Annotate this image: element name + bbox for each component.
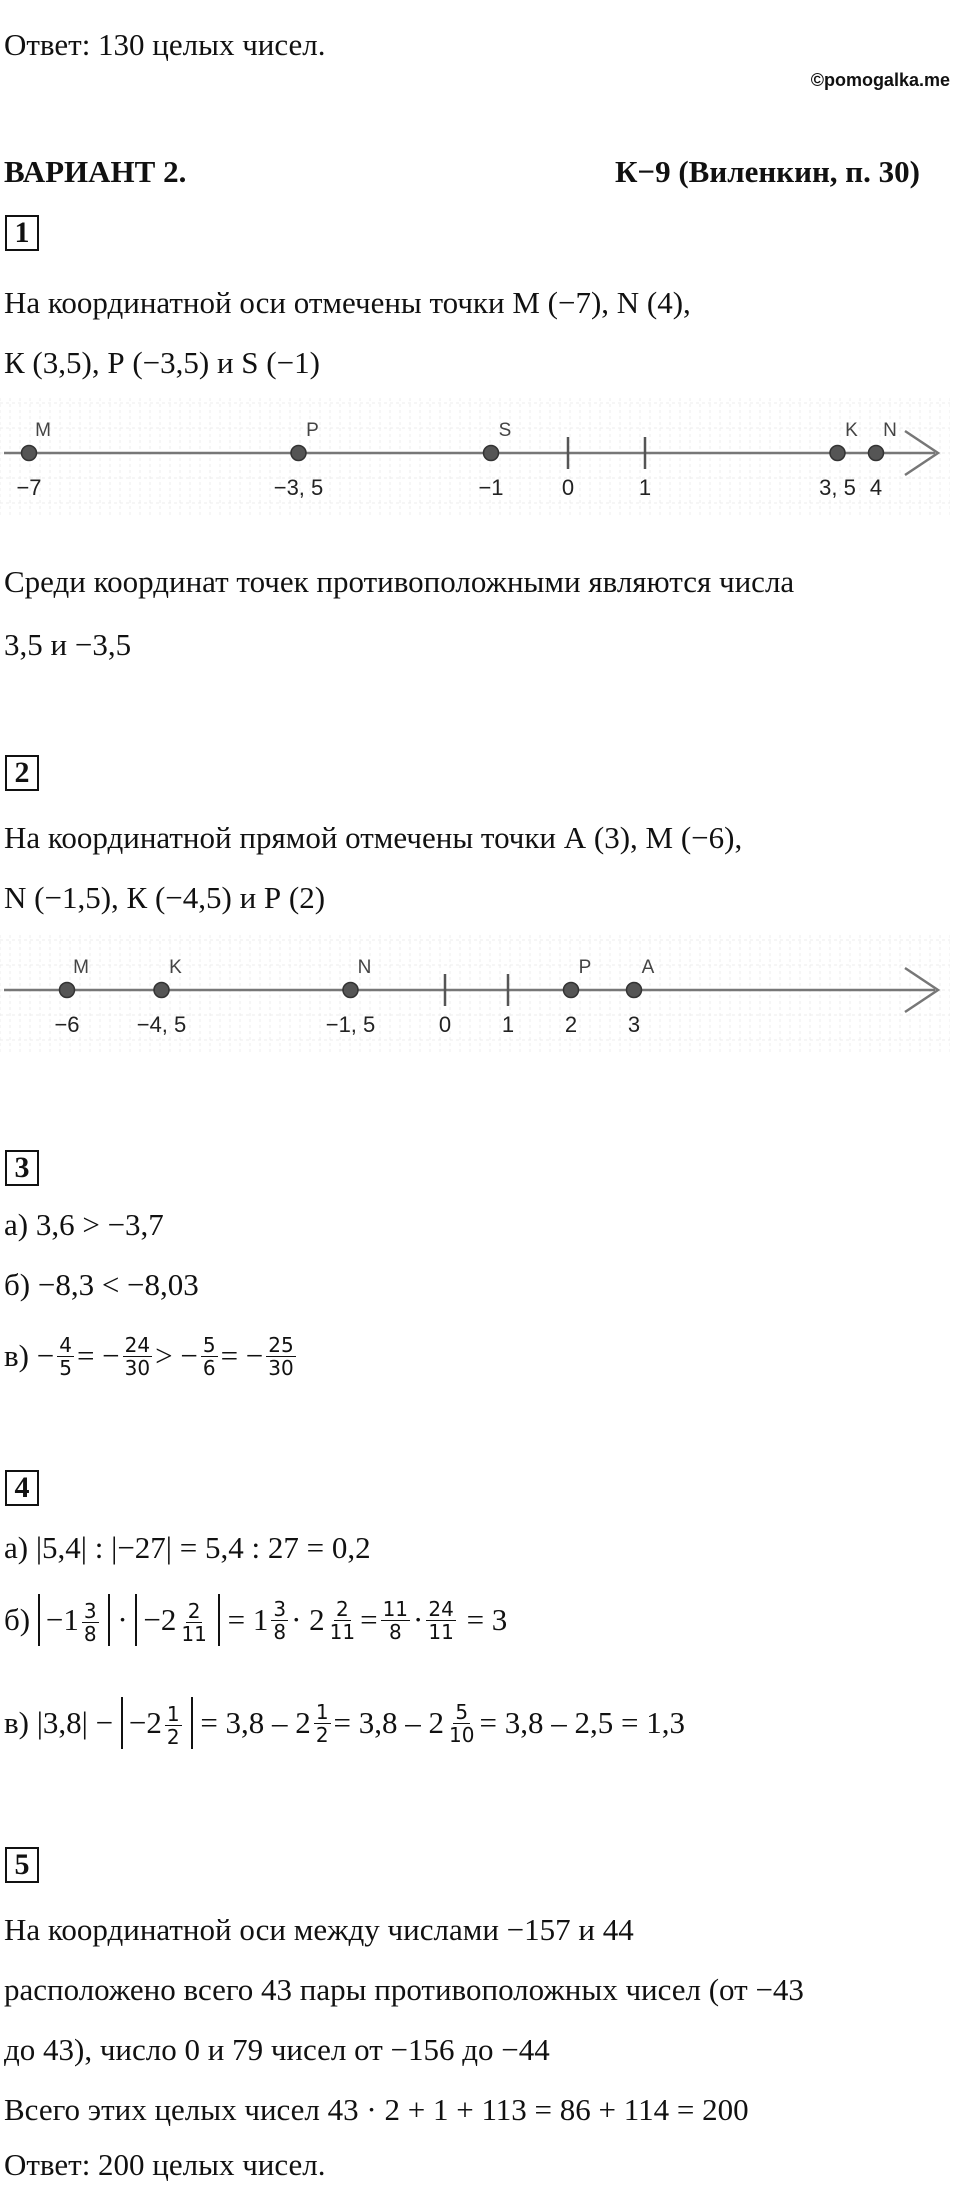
task4-item-a: а) |5,4| : |−27| = 5,4 : 27 = 0,2: [4, 1530, 371, 1565]
point-p: [564, 983, 579, 998]
fraction: $\frac{4}{5}$: [59, 1332, 72, 1380]
fraction: $\frac{1}{2}$: [315, 1699, 329, 1747]
task5-answer: Ответ: 200 целых чисел.: [4, 2147, 326, 2182]
point-value-label: −1: [478, 475, 504, 500]
point-value-label: −7: [16, 475, 42, 500]
point-value-label: −3, 5: [273, 475, 324, 500]
point-name: A: [641, 957, 655, 978]
absolute-value: −2 $\frac{2}{11}$: [135, 1594, 219, 1646]
point-s: [484, 446, 499, 461]
variant-title: ВАРИАНТ 2.: [4, 154, 187, 189]
point-n: [869, 446, 884, 461]
fraction: $\frac{24}{11}$: [428, 1596, 454, 1644]
point-a: [627, 983, 642, 998]
point-value-label: 3, 5: [819, 475, 856, 500]
point-k: [154, 983, 169, 998]
task1-text-line2: К (3,5), Р (−3,5) и S (−1): [4, 345, 320, 380]
task5-text-line2: расположено всего 43 пары противоположных чисел (от −43: [4, 1972, 804, 2007]
watermark: ©pomogalka.me: [810, 70, 950, 90]
point-name: K: [845, 420, 858, 441]
fraction: $\frac{3}{8}$: [273, 1596, 287, 1644]
task1-conclusion-line2: 3,5 и −3,5: [4, 627, 132, 662]
task-number-4: 4: [5, 1470, 39, 1506]
point-m: [22, 446, 37, 461]
fraction: $\frac{5}{10}$: [449, 1699, 475, 1747]
point-name: P: [306, 420, 319, 441]
point-k: [830, 446, 845, 461]
tick-label: 0: [438, 1012, 452, 1037]
work-title: К−9 (Виленкин, п. 30): [614, 154, 920, 189]
task1-text-line1: На координатной оси отмечены точки М (−7), N (4),: [4, 285, 691, 320]
task2-text-line1: На координатной прямой отмечены точки А (3), М (−6),: [4, 820, 743, 855]
point-name: M: [35, 420, 51, 441]
previous-answer: Ответ: 130 целых чисел.: [4, 27, 326, 62]
point-value-label: −6: [54, 1012, 80, 1037]
task-number-3: 3: [5, 1150, 39, 1186]
point-value-label: 2: [564, 1012, 578, 1037]
point-name: N: [883, 420, 897, 441]
point-name: N: [357, 957, 372, 978]
point-p: [291, 446, 306, 461]
absolute-value: −1 $\frac{3}{8}$: [38, 1594, 110, 1646]
point-name: K: [169, 957, 182, 978]
task-number-2: 2: [5, 755, 39, 791]
task-number-5: 5: [5, 1847, 39, 1883]
absolute-value: −2 $\frac{1}{2}$: [121, 1697, 193, 1749]
task3-item-a: а) 3,6 > −3,7: [4, 1207, 164, 1242]
task2-text-line2: N (−1,5), К (−4,5) и Р (2): [4, 880, 326, 915]
point-m: [60, 983, 75, 998]
tick-label: 1: [501, 1012, 515, 1037]
fraction: $\frac{24}{30}$: [124, 1332, 151, 1380]
task1-conclusion-line1: Среди координат точек противоположными являются числа: [4, 564, 795, 599]
task5-text-line3: до 43), число 0 и 79 чисел от −156 до −44: [4, 2032, 550, 2067]
fraction: $\frac{25}{30}$: [268, 1332, 294, 1380]
point-value-label: 3: [627, 1012, 641, 1037]
number-line-1: [0, 398, 950, 528]
tick-label: 0: [561, 475, 575, 500]
fraction: $\frac{2}{11}$: [329, 1596, 356, 1644]
task-number-1: 1: [5, 215, 39, 251]
fraction: $\frac{11}{8}$: [382, 1596, 409, 1644]
task4-item-b: б) −1 $\frac{3}{8}$ · −2 $\frac{2}{11}$ = 1 $\frac{3}{8}$ · 2 $\frac{2}{11}$ = $\frac{11}{8}$ · $\frac{24}{11}$ = 3: [4, 1585, 507, 1655]
task3-item-b: б) −8,3 < −8,03: [4, 1267, 199, 1302]
number-line-2: [0, 935, 950, 1065]
task5-text-line4: Всего этих целых чисел 43 · 2 + 1 + 113 = 86 + 114 = 200: [4, 2092, 749, 2127]
point-value-label: −4, 5: [136, 1012, 187, 1037]
point-n: [343, 983, 358, 998]
point-name: S: [498, 420, 512, 441]
point-value-label: −1, 5: [325, 1012, 376, 1037]
tick-label: 1: [638, 475, 652, 500]
task3-item-c: в) − $\frac{4}{5}$ = − $\frac{24}{30}$ > − $\frac{5}{6}$ = − $\frac{25}{30}$: [4, 1332, 294, 1380]
task4-item-c: в) |3,8| − −2 $\frac{1}{2}$ = 3,8 – 2 $\frac{1}{2}$ = 3,8 – 2 $\frac{5}{10}$ = 3,8 – 2,5 = 1,3: [4, 1688, 685, 1758]
task5-text-line1: На координатной оси между числами −157 и 44: [4, 1912, 634, 1947]
fraction: $\frac{5}{6}$: [202, 1332, 216, 1380]
point-name: M: [73, 957, 89, 978]
point-value-label: 4: [869, 475, 883, 500]
point-name: P: [578, 957, 592, 978]
